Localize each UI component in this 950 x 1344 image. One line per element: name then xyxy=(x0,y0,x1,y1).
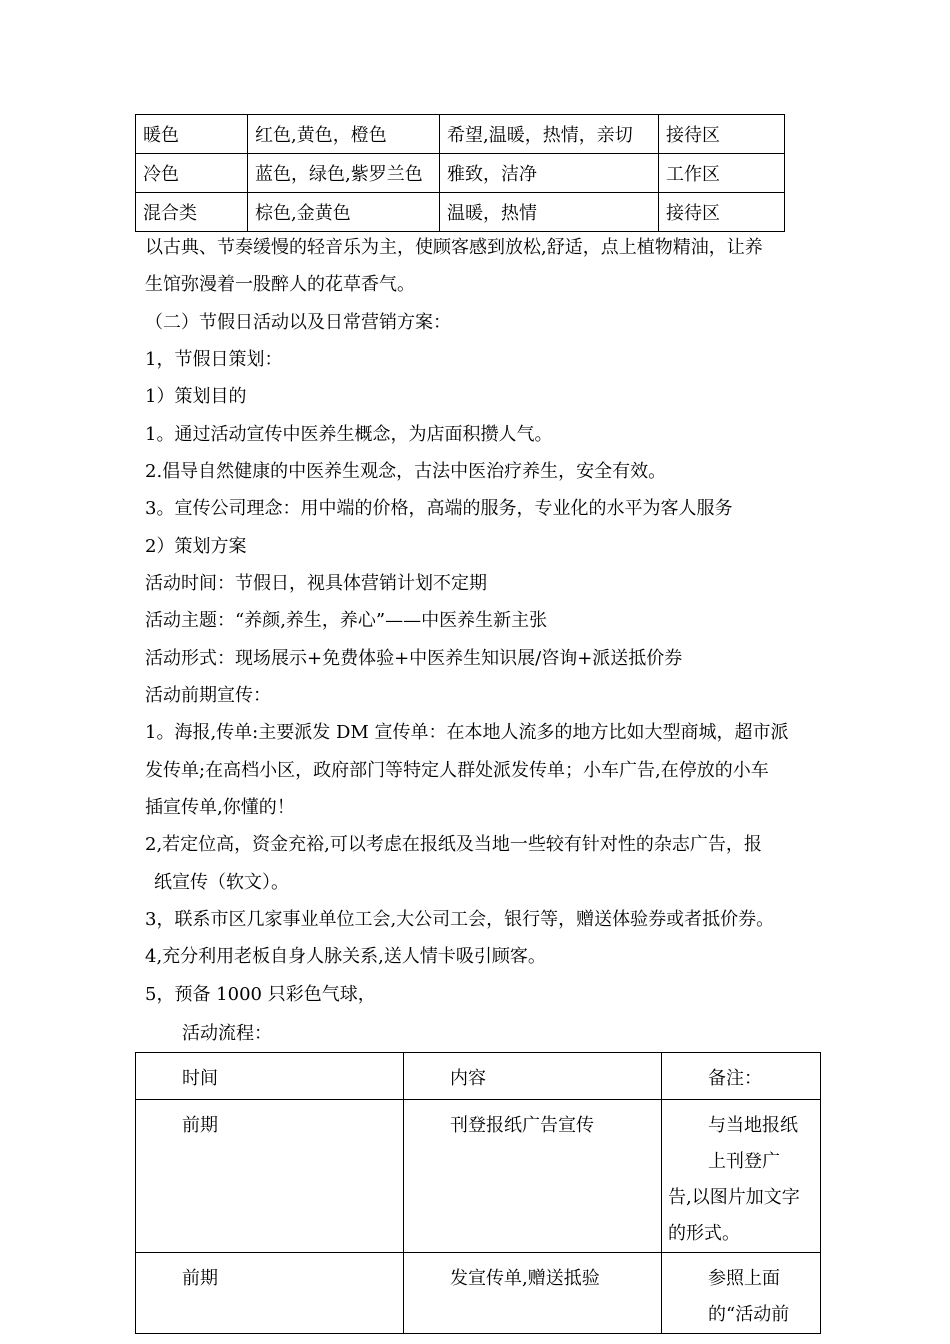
table-header-cell: 备注： xyxy=(662,1053,821,1100)
promotion-item: 4,充分利用老板自身人脉关系,送人情卡吸引顾客。 xyxy=(145,946,546,967)
table-row xyxy=(136,115,785,154)
table-cell: 前期 xyxy=(136,1100,404,1253)
goal-item: 1。通过活动宣传中医养生概念，为店面积攒人气。 xyxy=(145,424,553,445)
table-cell xyxy=(662,1253,821,1334)
activity-time: 活动时间：节假日，视具体营销计划不定期 xyxy=(145,573,487,594)
table-cell: 接待区 xyxy=(659,115,785,154)
activity-flow-table xyxy=(135,1052,821,1334)
table-row xyxy=(136,1100,821,1253)
purpose-heading: 1）策划目的 xyxy=(145,386,247,407)
table-cell: 刊登报纸广告宣传 xyxy=(404,1100,662,1253)
table-cell: 冷色 xyxy=(136,154,248,193)
table-cell: 蓝色，绿色,紫罗兰色 xyxy=(248,154,440,193)
table-cell: 接待区 xyxy=(659,193,785,232)
table-cell: 前期 xyxy=(136,1253,404,1334)
paragraph-music: 以古典、节奏缓慢的轻音乐为主，使顾客感到放松,舒适，点上植物精油，让养 xyxy=(145,237,763,258)
table-cell: 希望,温暖，热情，亲切 xyxy=(440,115,659,154)
table-cell: 工作区 xyxy=(659,154,785,193)
flow-title: 活动流程： xyxy=(182,1023,272,1044)
table-cell: 混合类 xyxy=(136,193,248,232)
table-cell: 发宣传单,赠送抵验 xyxy=(404,1253,662,1334)
promotion-item-cont: 发传单;在高档小区，政府部门等特定人群处派发传单；小车广告,在停放的小车 xyxy=(145,760,769,781)
table-header-cell: 内容 xyxy=(404,1053,662,1100)
color-scheme-table xyxy=(135,114,785,232)
table-row xyxy=(136,193,785,232)
table-header-row xyxy=(136,1053,821,1100)
table-row xyxy=(136,1253,821,1334)
activity-form: 活动形式：现场展示+免费体验+中医养生知识展/咨询+派送抵价券 xyxy=(145,648,683,669)
note-text-cont: 告,以图片加文字的形式。 xyxy=(668,1187,800,1244)
table-cell xyxy=(662,1100,821,1253)
promotion-item-cont: 纸宣传（软文）。 xyxy=(154,872,289,893)
promotion-item: 5，预备 1000 只彩色气球， xyxy=(145,984,376,1005)
promotion-item: 1。海报,传单:主要派发 DM 宣传单：在本地人流多的地方比如大型商城，超市派 xyxy=(145,722,789,743)
goal-item: 3。宣传公司理念：用中端的价格，高端的服务，专业化的水平为客人服务 xyxy=(145,498,733,519)
note-text: 参照上面的“活动前 xyxy=(708,1268,790,1325)
activity-theme: 活动主题：“养颜,养生，养心”——中医养生新主张 xyxy=(145,610,548,631)
section-heading: （二）节假日活动以及日常营销方案： xyxy=(145,312,451,333)
table-row xyxy=(136,154,785,193)
table-cell: 棕色,金黄色 xyxy=(248,193,440,232)
promotion-item: 3，联系市区几家事业单位工会,大公司工会，银行等，赠送体验券或者抵价券。 xyxy=(145,909,775,930)
table-cell: 暖色 xyxy=(136,115,248,154)
promotion-item: 2,若定位高，资金充裕,可以考虑在报纸及当地一些较有针对性的杂志广告，报 xyxy=(145,834,762,855)
table-cell: 红色,黄色，橙色 xyxy=(248,115,440,154)
paragraph-music-cont: 生馆弥漫着一股醉人的花草香气。 xyxy=(145,274,415,295)
table-cell: 雅致，洁净 xyxy=(440,154,659,193)
promotion-item-cont: 插宣传单,你懂的！ xyxy=(145,797,295,818)
promotion-heading: 活动前期宣传： xyxy=(145,685,271,706)
table-cell: 温暖，热情 xyxy=(440,193,659,232)
table-header-cell: 时间 xyxy=(136,1053,404,1100)
plan-heading: 2）策划方案 xyxy=(145,536,247,557)
subsection-heading: 1，节假日策划： xyxy=(145,349,283,370)
goal-item: 2.倡导自然健康的中医养生观念，古法中医治疗养生，安全有效。 xyxy=(145,461,667,482)
note-text: 与当地报纸上刊登广 xyxy=(708,1115,798,1172)
